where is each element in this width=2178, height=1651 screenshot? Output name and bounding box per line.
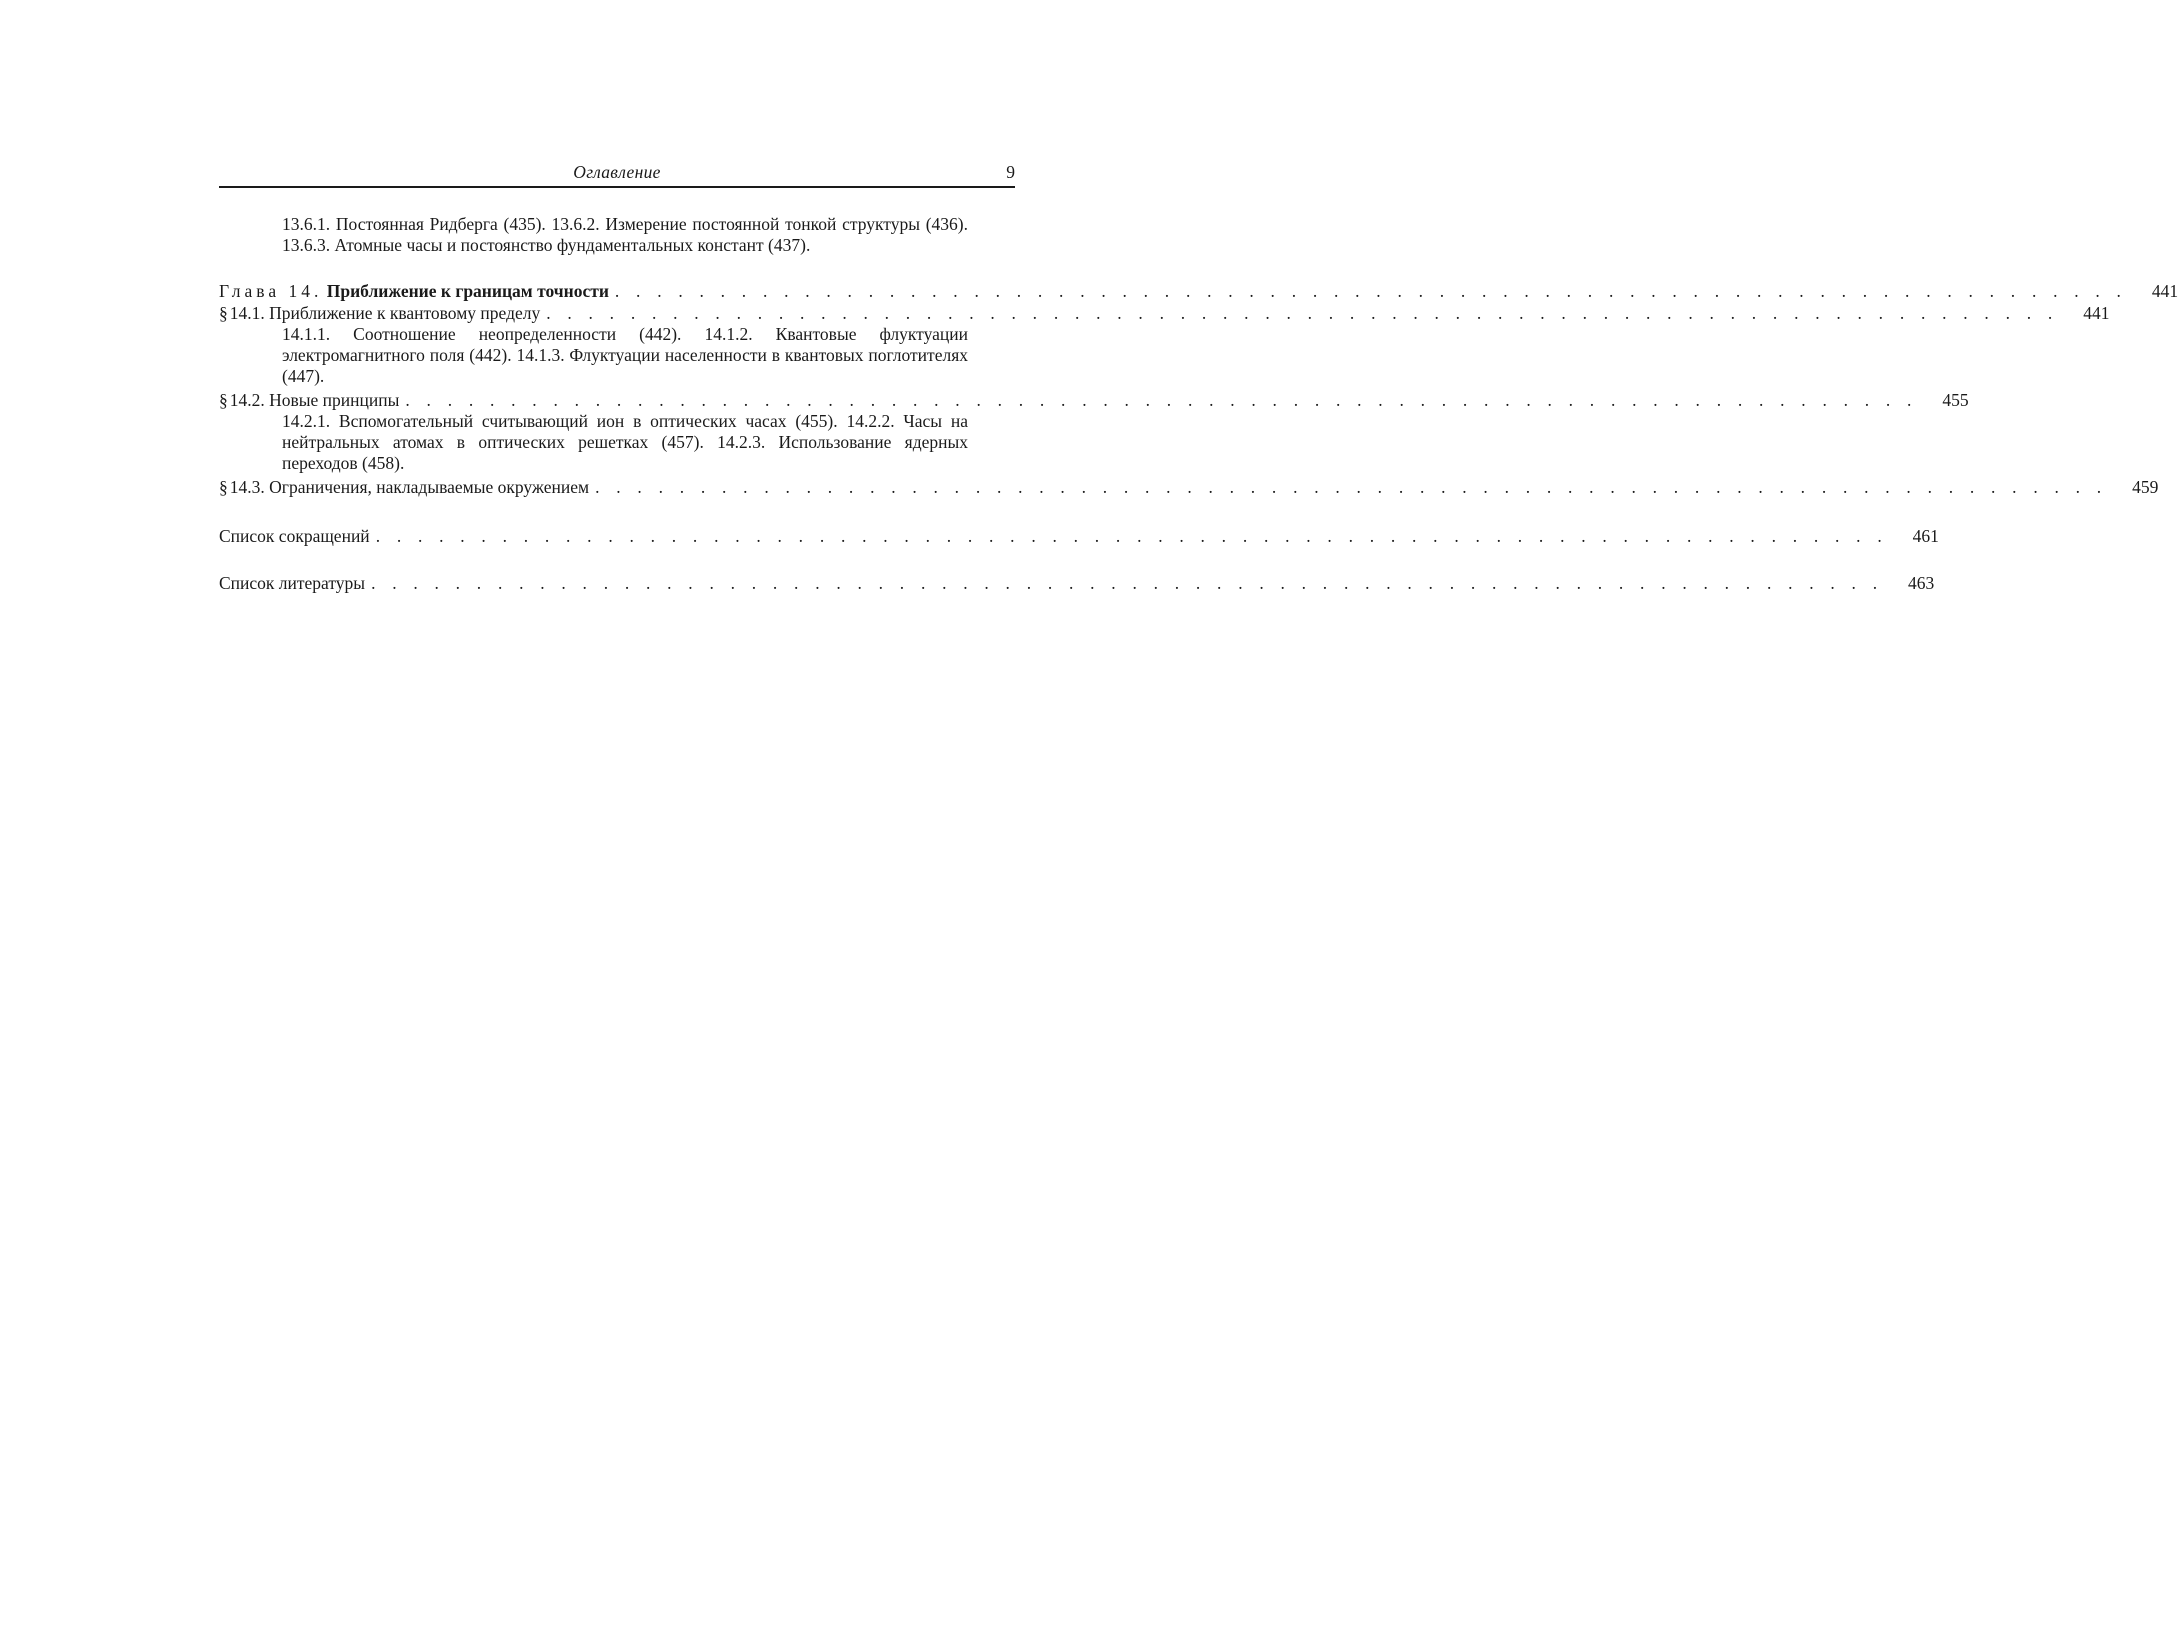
table-of-contents <box>219 214 2178 594</box>
dot-leader: . . . . . . . . . . . . . . . . . . . . . . . . . . . . . . . . . . . . . . . . . . . . . . . . . . . . . . . . . . . . . . . . . . . . . . . . <box>546 303 2059 323</box>
running-title: Оглавление <box>573 162 661 182</box>
toc-abbreviations[interactable] <box>219 526 1939 547</box>
chapter-page: 441 <box>2151 281 2178 301</box>
section-number: 14.1. <box>229 303 265 323</box>
section-sign: § <box>219 303 228 323</box>
chapter-label: Глава 14. <box>219 281 323 301</box>
dot-leader: . . . . . . . . . . . . . . . . . . . . . . . . . . . . . . . . . . . . . . . . . . . . . . . . . . . . . . . . . . . . . . . . . . . . . . . . <box>371 573 1884 593</box>
page-number: 9 <box>1006 162 1015 182</box>
toc-subsections-14-1: 14.1.1. Соотношение неопределенности (442). 14.1.2. Квантовые флуктуации электромагнитного поля (442). 14.1.3. Флуктуации населенности в квантовых поглотителях (447). <box>282 324 968 386</box>
dot-leader: . . . . . . . . . . . . . . . . . . . . . . . . . . . . . . . . . . . . . . . . . . . . . . . . . . . . . . . . . . . . . . . . . . . . . . . . <box>405 390 1918 410</box>
section-title: Приближение к квантовому пределу <box>269 303 541 323</box>
back-matter-page: 461 <box>1912 526 1939 546</box>
chapter-title: Приближение к границам точности <box>326 281 609 301</box>
section-page: 459 <box>2132 477 2159 497</box>
dot-leader: . . . . . . . . . . . . . . . . . . . . . . . . . . . . . . . . . . . . . . . . . . . . . . . . . . . . . . . . . . . . . . . . . . . . . . . . <box>614 281 2128 301</box>
dot-leader: . . . . . . . . . . . . . . . . . . . . . . . . . . . . . . . . . . . . . . . . . . . . . . . . . . . . . . . . . . . . . . . . . . . . . . . . <box>595 477 2108 497</box>
section-sign: § <box>219 477 228 497</box>
section-sign: § <box>219 390 228 410</box>
toc-page <box>219 160 2178 594</box>
section-title: Ограничения, накладываемые окружением <box>269 477 590 497</box>
toc-section-14-2[interactable] <box>219 390 1969 411</box>
dot-leader: . . . . . . . . . . . . . . . . . . . . . . . . . . . . . . . . . . . . . . . . . . . . . . . . . . . . . . . . . . . . . . . . . . . . . . . . <box>375 526 1888 546</box>
back-matter-title: Список сокращений <box>219 526 370 546</box>
section-title: Новые принципы <box>269 390 400 410</box>
back-matter-title: Список литературы <box>219 573 366 593</box>
toc-section-14-1[interactable] <box>219 303 2110 324</box>
section-page: 441 <box>2083 303 2110 323</box>
section-page: 455 <box>1942 390 1969 410</box>
toc-bibliography[interactable] <box>219 573 1935 594</box>
running-header <box>219 160 1015 188</box>
toc-chapter-14[interactable] <box>219 281 2178 303</box>
section-number: 14.2. <box>229 390 265 410</box>
toc-section-14-3[interactable] <box>219 477 2159 498</box>
toc-continuation-subsections: 13.6.1. Постоянная Ридберга (435). 13.6.2. Измерение постоянной тонкой структуры (436). 13.6.3. Атомные часы и постоянство фундаментальных констант (437). <box>282 214 968 255</box>
toc-subsections-14-2: 14.2.1. Вспомогательный считывающий ион в оптических часах (455). 14.2.2. Часы на нейтральных атомах в оптических решетках (457). 14.2.3. Использование ядерных переходов (458). <box>282 411 968 473</box>
section-number: 14.3. <box>229 477 265 497</box>
back-matter-page: 463 <box>1908 573 1935 593</box>
